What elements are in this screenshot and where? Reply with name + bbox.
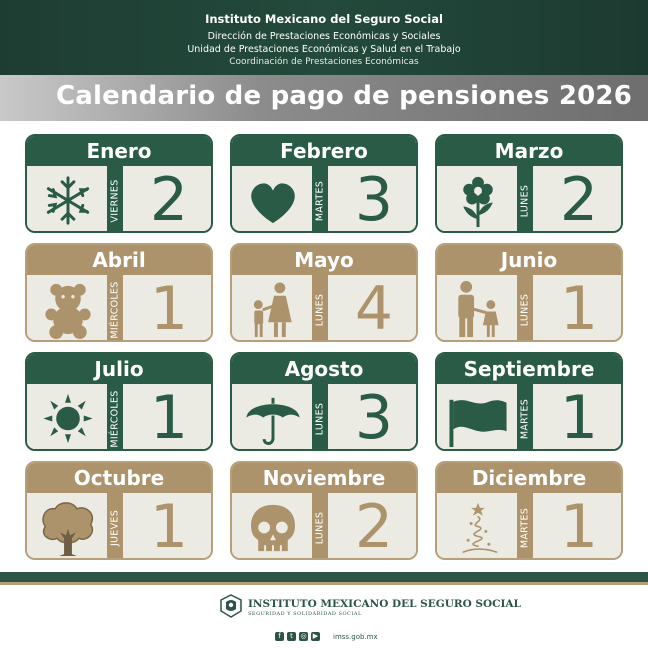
month-name: Noviembre xyxy=(232,463,416,493)
month-name: Abril xyxy=(27,245,211,275)
weekday-strip xyxy=(107,166,123,233)
weekday-strip xyxy=(107,493,123,560)
month-name: Junio xyxy=(437,245,621,275)
page-title: Calendario de pago de pensiones 2026 xyxy=(55,81,632,111)
month-card-julio xyxy=(25,352,213,451)
payment-day: 1 xyxy=(149,274,189,342)
facebook-icon[interactable]: f xyxy=(275,632,284,641)
month-card-mayo xyxy=(230,243,418,342)
weekday-strip xyxy=(517,166,533,233)
institution-name: Instituto Mexicano del Seguro Social xyxy=(205,12,443,26)
month-name: Mayo xyxy=(232,245,416,275)
weekday-label: MARTES xyxy=(519,398,531,439)
month-card-septiembre xyxy=(435,352,623,451)
month-body xyxy=(437,384,621,451)
umbrella-icon xyxy=(236,388,310,449)
payment-day: 4 xyxy=(354,274,394,342)
payment-day: 1 xyxy=(559,383,599,451)
payment-day: 2 xyxy=(149,165,189,233)
footer-accent-line xyxy=(0,582,648,585)
month-name: Agosto xyxy=(232,354,416,384)
skull-icon xyxy=(236,497,310,558)
month-name: Diciembre xyxy=(437,463,621,493)
snowflake-icon xyxy=(31,170,105,231)
directorate-name: Dirección de Prestaciones Económicas y Sociales xyxy=(207,31,441,42)
month-card-noviembre xyxy=(230,461,418,560)
month-name: Octubre xyxy=(27,463,211,493)
weekday-label: MIÉRCOLES xyxy=(109,280,121,339)
month-body xyxy=(232,275,416,342)
month-card-abril xyxy=(25,243,213,342)
month-card-febrero xyxy=(230,134,418,233)
payment-day: 1 xyxy=(149,492,189,560)
mother-child-icon xyxy=(236,279,310,340)
weekday-label: MIÉRCOLES xyxy=(109,389,121,448)
footer-motto: SEGURIDAD Y SOLIDARIDAD SOCIAL xyxy=(248,611,362,617)
weekday-strip xyxy=(517,384,533,451)
month-card-agosto xyxy=(230,352,418,451)
father-child-icon xyxy=(441,279,515,340)
month-name: Septiembre xyxy=(437,354,621,384)
month-body xyxy=(27,493,211,560)
weekday-label: LUNES xyxy=(519,293,531,326)
weekday-strip xyxy=(107,275,123,342)
calendar-grid xyxy=(25,134,623,560)
weekday-strip xyxy=(312,493,328,560)
month-card-octubre xyxy=(25,461,213,560)
payment-day: 3 xyxy=(354,165,394,233)
unit-name: Unidad de Prestaciones Económicas y Salud en el Trabajo xyxy=(187,44,461,55)
month-body xyxy=(232,493,416,560)
weekday-label: LUNES xyxy=(314,293,326,326)
footer-divider xyxy=(0,572,648,582)
footer-org-name: INSTITUTO MEXICANO DEL SEGURO SOCIAL xyxy=(248,598,521,610)
weekday-strip xyxy=(312,384,328,451)
weekday-label: VIERNES xyxy=(109,178,121,223)
weekday-label: MARTES xyxy=(519,507,531,548)
flag-icon xyxy=(441,388,515,449)
instagram-icon[interactable]: ◎ xyxy=(300,632,307,640)
tree-icon xyxy=(31,497,105,558)
month-body xyxy=(232,384,416,451)
month-body xyxy=(437,166,621,233)
payment-day: 1 xyxy=(559,492,599,560)
imss-logo-icon xyxy=(220,594,242,618)
month-body xyxy=(437,275,621,342)
social-links xyxy=(275,632,320,644)
month-card-marzo xyxy=(435,134,623,233)
month-body xyxy=(437,493,621,560)
flower-icon xyxy=(441,170,515,231)
payment-day: 2 xyxy=(559,165,599,233)
weekday-label: MARTES xyxy=(314,180,326,221)
weekday-strip xyxy=(517,493,533,560)
payment-day: 1 xyxy=(149,383,189,451)
month-body xyxy=(27,384,211,451)
month-name: Enero xyxy=(27,136,211,166)
month-name: Febrero xyxy=(232,136,416,166)
youtube-icon[interactable]: ▶ xyxy=(312,632,319,640)
month-card-diciembre xyxy=(435,461,623,560)
month-card-junio xyxy=(435,243,623,342)
weekday-strip xyxy=(107,384,123,451)
weekday-label: LUNES xyxy=(519,184,531,217)
payment-day: 3 xyxy=(354,383,394,451)
teddy-bear-icon xyxy=(31,279,105,340)
month-name: Marzo xyxy=(437,136,621,166)
title-bar xyxy=(0,75,648,121)
month-body xyxy=(232,166,416,233)
weekday-label: LUNES xyxy=(314,511,326,544)
weekday-strip xyxy=(312,275,328,342)
month-name: Julio xyxy=(27,354,211,384)
coordination-name: Coordinación de Prestaciones Económicas xyxy=(229,57,419,67)
payment-day: 2 xyxy=(354,492,394,560)
month-body xyxy=(27,275,211,342)
sun-icon xyxy=(31,388,105,449)
website-link[interactable]: imss.gob.mx xyxy=(333,633,378,641)
weekday-label: LUNES xyxy=(314,402,326,435)
christmas-tree-icon xyxy=(441,497,515,558)
payment-day: 1 xyxy=(559,274,599,342)
month-body xyxy=(27,166,211,233)
weekday-strip xyxy=(517,275,533,342)
month-card-enero xyxy=(25,134,213,233)
heart-icon xyxy=(236,170,310,231)
header xyxy=(0,0,648,75)
weekday-strip xyxy=(312,166,328,233)
twitter-icon[interactable]: t xyxy=(287,632,296,641)
weekday-label: JUEVES xyxy=(109,509,121,546)
